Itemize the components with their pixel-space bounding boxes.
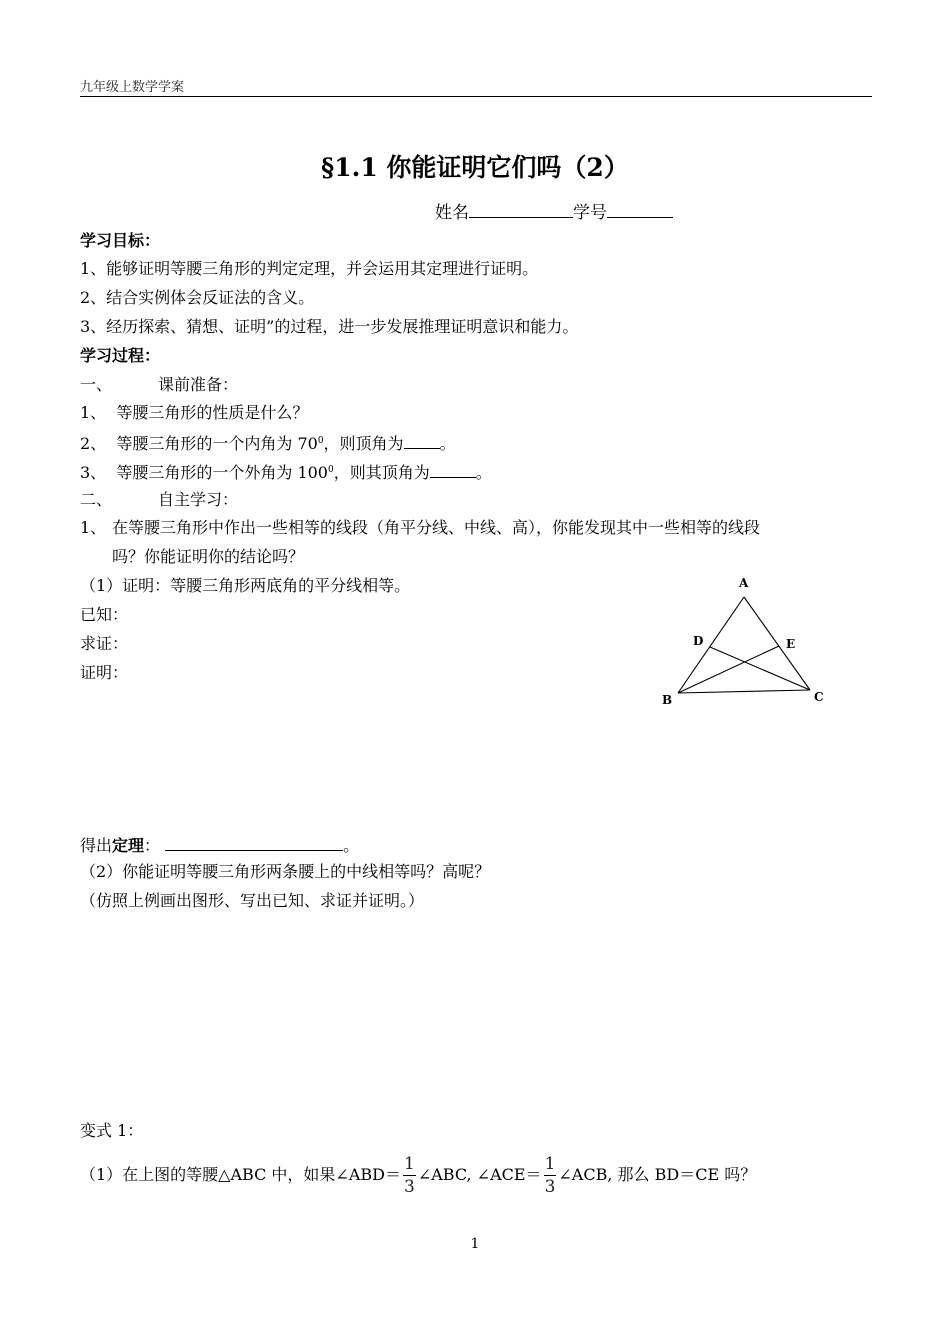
fraction-denominator: 3 xyxy=(544,1176,556,1197)
header-rule xyxy=(80,96,872,97)
answer-blank[interactable] xyxy=(430,461,476,478)
question-2: （2）你能证明等腰三角形两条腰上的中线相等吗？高呢？ xyxy=(80,862,491,881)
goal-item: 3、经历探索、猜想、证明”的过程，进一步发展推理证明意识和能力。 xyxy=(80,317,579,336)
known-label: 已知： xyxy=(80,605,129,624)
label-d: D xyxy=(693,634,704,648)
prep-item xyxy=(80,403,308,423)
degree-sup: 0 xyxy=(317,436,324,446)
label-c: C xyxy=(814,690,824,704)
prep-text: 等腰三角形的一个外角为 100 xyxy=(116,463,328,482)
segment-be xyxy=(678,646,779,693)
side-bc xyxy=(678,690,810,693)
theorem-end: 。 xyxy=(343,836,360,855)
label-b: B xyxy=(662,693,673,707)
variant-text: ∠ACB, 那么 BD＝CE 吗？ xyxy=(558,1165,757,1184)
prep-end: 。 xyxy=(439,434,456,453)
process-heading: 学习过程： xyxy=(80,346,161,365)
self-study-line2: 吗？你能证明你的结论吗？ xyxy=(112,547,305,566)
fraction-denominator: 3 xyxy=(403,1176,415,1197)
variant-text: （1）在上图的等腰△ABC 中，如果∠ABD＝ xyxy=(80,1165,401,1184)
prep-number: 2、 xyxy=(80,434,107,453)
side-ab xyxy=(678,597,744,693)
variant-text: ∠ABC, ∠ACE＝ xyxy=(417,1165,542,1184)
page-title: §1.1 你能证明它们吗（2） xyxy=(321,153,629,182)
theorem-blank[interactable] xyxy=(165,834,343,851)
triangle-figure xyxy=(655,570,835,715)
fraction-numerator: 1 xyxy=(403,1153,415,1174)
prep-text: ，则其顶角为 xyxy=(333,463,430,482)
part1-number: 一、 xyxy=(80,375,113,394)
theorem-prefix: 得出 xyxy=(80,836,113,855)
question-1: （1）证明：等腰三角形两底角的平分线相等。 xyxy=(80,576,411,595)
variant-question xyxy=(80,1148,756,1202)
fraction-one-third xyxy=(403,1155,416,1197)
prove-label: 求证： xyxy=(80,634,129,653)
theorem-colon: ： xyxy=(144,836,161,855)
variant-heading: 变式 1： xyxy=(80,1121,144,1140)
prep-number: 1、 xyxy=(80,403,107,422)
label-e: E xyxy=(786,637,796,651)
self-study-number: 1、 xyxy=(80,518,107,537)
label-a: A xyxy=(739,576,749,590)
fraction-numerator: 1 xyxy=(544,1153,556,1174)
degree-sup: 0 xyxy=(328,465,334,475)
prep-text: ，则顶角为 xyxy=(323,434,404,453)
self-study-line1: 在等腰三角形中作出一些相等的线段（角平分线、中线、高），你能发现其中一些相等的线段 xyxy=(112,518,761,537)
prep-text: 等腰三角形的一个内角为 70 xyxy=(116,434,318,453)
goal-item: 1、能够证明等腰三角形的判定定理，并会运用其定理进行证明。 xyxy=(80,259,539,278)
question-2-note: （仿照上例画出图形、写出已知、求证并证明。） xyxy=(80,891,425,910)
page-number: 1 xyxy=(470,1236,480,1252)
part2-title: 自主学习： xyxy=(158,490,239,509)
prep-item xyxy=(80,461,492,483)
id-blank[interactable] xyxy=(607,201,673,218)
name-label: 姓名 xyxy=(435,203,469,223)
student-info xyxy=(435,201,673,223)
part1-title: 课前准备： xyxy=(158,375,239,394)
prep-text: 等腰三角形的性质是什么？ xyxy=(116,403,309,422)
prep-end: 。 xyxy=(475,463,492,482)
answer-blank[interactable] xyxy=(404,432,440,449)
theorem-line xyxy=(80,834,359,856)
name-blank[interactable] xyxy=(469,201,573,218)
id-label: 学号 xyxy=(573,203,607,223)
theorem-label: 定理 xyxy=(112,836,145,855)
prep-number: 3、 xyxy=(80,463,107,482)
goal-item: 2、结合实例体会反证法的含义。 xyxy=(80,288,315,307)
prep-item xyxy=(80,432,456,454)
goals-heading: 学习目标： xyxy=(80,231,161,250)
proof-label: 证明： xyxy=(80,663,129,682)
fraction-one-third xyxy=(544,1155,557,1197)
part2-number: 二、 xyxy=(80,490,113,509)
document-header: 九年级上数学学案 xyxy=(80,80,185,95)
